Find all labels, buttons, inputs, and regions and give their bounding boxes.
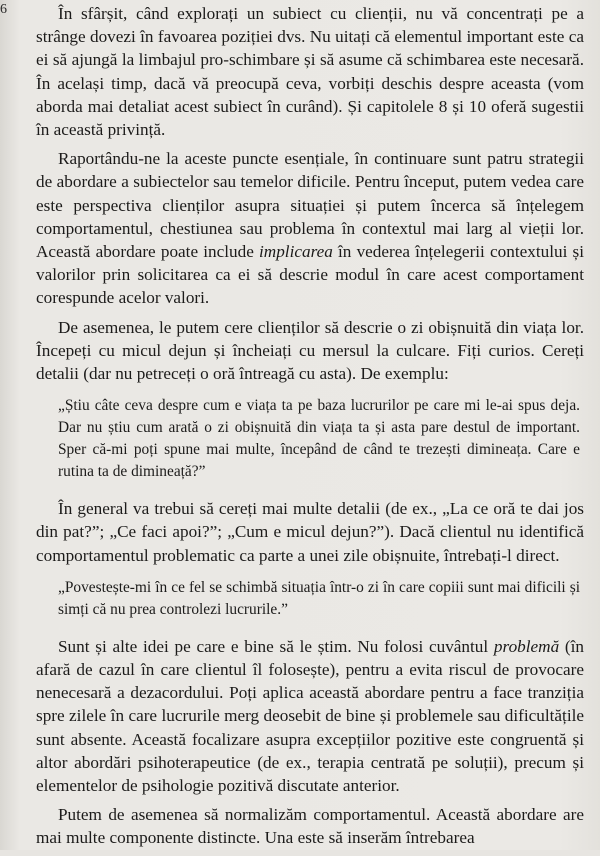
paragraph-2-emphasis: implicarea bbox=[259, 242, 333, 262]
paragraph-6: Putem de asemenea să normalizăm comportamentul. Această abordare are mai multe componente distincte. Una este să inserăm întrebarea bbox=[36, 805, 584, 848]
paragraph-2 bbox=[36, 147, 584, 309]
page-number: 6 bbox=[0, 2, 7, 17]
page-body bbox=[36, 0, 584, 856]
quote-2: „Povestește-mi în ce fel se schimbă situația într-o zi în care copiii sunt mai dificili și simți că nu prea controlezi lucrurile.” bbox=[58, 578, 580, 618]
paragraph-4: În general va trebui să cereți mai multe detalii (de ex., „La ce oră te dai jos din pat?”; „Ce faci apoi?”; „Cum e micul dejun?”). Dacă clientul nu identifică comportamentul problematic ca parte a unei zile obișnuite, întrebați-l direct. bbox=[36, 499, 584, 565]
paragraph-5 bbox=[36, 635, 584, 797]
paragraph-5-text-b: (în afară de cazul în care clientul îl folosește), pentru a evita riscul de provocare nenecesară a dezacordului. Poți aplica această abordare pentru a face tranziția spre zilele în care lucrurile merg deosebit de bine și problemele sau dificultățile sunt absente. Această focalizare asupra excepțiilor pozitive este congruentă și altor abordări psihoterapeutice (de ex., terapia centrată pe soluții), precum și elementelor de psihologie pozitivă discutate anterior. bbox=[36, 636, 585, 796]
paragraph-2-text-a: Raportându-ne la aceste puncte esențiale, în continuare sunt patru strategii de abordare a subiectelor sau temelor dificile. Pentru început, putem vedea care este perspectiva clienților asupra situației și putem încerca să înțelegem comportamentul, chestiunea sau problema în contextul mai larg al vieții lor. Această abordare poate include bbox=[36, 149, 584, 262]
paragraph-3: De asemenea, le putem cere clienților să descrie o zi obișnuită din viața lor. Începeți cu micul dejun și încheiați cu mersul la culcare. Fiți curios. Cereți detalii (dar nu petreceți o oră întreagă cu asta). De exemplu: bbox=[36, 317, 584, 384]
paragraph-1: În sfârșit, când explorați un subiect cu clienții, nu vă concentrați pe a strânge dovezi în favoarea poziției dvs. Nu uitați că elementul important este ca ei să ajungă la limbajul pro-schimbare și să asume că schimbarea este necesară. În același timp, dacă vă preocupă ceva, vorbiți deschis despre aceasta (vom aborda mai detaliat acest subiect în curând). Și capitolele 8 și 10 oferă sugestii în această privință. bbox=[36, 4, 584, 140]
quote-1: „Știu câte ceva despre cum e viața ta pe baza lucrurilor pe care mi le-ai spus deja. Dar nu știu cum arată o zi obișnuită din viața ta și asta pare destul de important. Sper că-mi poți spune mai multe, începând de când te trezești dimineața. Care e rutina ta de dimineață?” bbox=[58, 397, 580, 481]
paragraph-5-text-a: Sunt și alte idei pe care e bine să le știm. Nu folosi cuvântul bbox=[58, 636, 494, 656]
paragraph-2-text-b: în vederea înțelegerii contextului și valorilor prin solicitarea ca ei să descrie modul în care acest comportament corespunde acelor valori. bbox=[36, 242, 584, 308]
paragraph-5-emphasis: problemă bbox=[493, 636, 560, 656]
